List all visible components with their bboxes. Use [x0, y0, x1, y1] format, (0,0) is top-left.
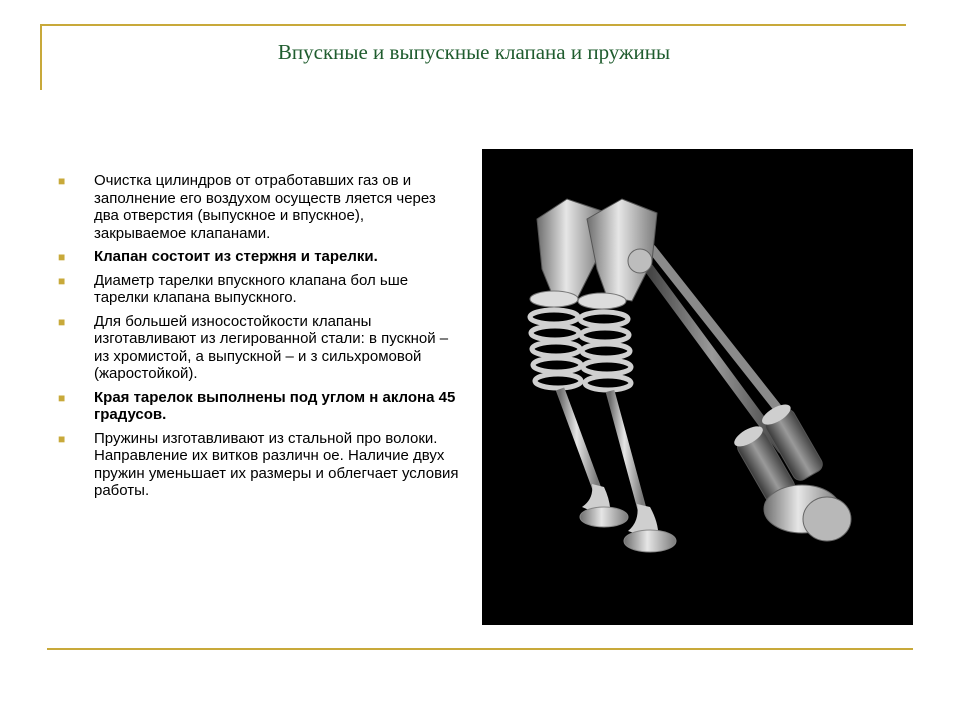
bullet-text: Края тарелок выполнены под углом н аклона 45 градусов.: [94, 388, 456, 423]
bullet-item: [56, 172, 460, 242]
frame-bottom-rule: [47, 648, 913, 650]
bullet-marker-icon: ■: [58, 431, 66, 446]
bullet-item: [56, 272, 460, 307]
valves-springs-illustration: [482, 149, 913, 625]
bullet-text: Для большей износостойкости клапаны изготавливают из легированной стали: в пускной – из хромистой, а выпускной – и з сильхромовой (жаростойкой).: [94, 312, 449, 382]
frame-top-rule: [40, 24, 906, 26]
bullet-item: [56, 248, 460, 266]
bullet-item: [56, 389, 460, 424]
bullet-text: Очистка цилиндров от отработавших газ ов и заполнение его воздухом осуществ ляется через два отверстия (выпускное и впускное), закрываемое клапанами.: [94, 172, 436, 242]
bullet-text: Диаметр тарелки впускного клапана бол ьше тарелки клапана выпускного.: [94, 271, 409, 306]
bullet-list: [56, 172, 460, 506]
valves-springs-image: [482, 149, 913, 625]
bullet-marker-icon: ■: [58, 390, 66, 405]
bullet-item: [56, 430, 460, 500]
bullet-item: [56, 313, 460, 383]
bullet-marker-icon: ■: [58, 250, 66, 264]
bullet-marker-icon: ■: [58, 314, 66, 329]
bullet-text: Пружины изготавливают из стальной про волоки. Направление их витков различн ое. Наличие двух пружин уменьшает их размеры и облегчает условия работы.: [94, 429, 459, 499]
bullet-marker-icon: ■: [58, 174, 66, 188]
bullet-marker-icon: ■: [58, 273, 66, 288]
bullet-text: Клапан состоит из стержня и тарелки.: [94, 248, 378, 265]
slide-title: Впускные и выпускные клапана и пружины: [277, 40, 671, 64]
